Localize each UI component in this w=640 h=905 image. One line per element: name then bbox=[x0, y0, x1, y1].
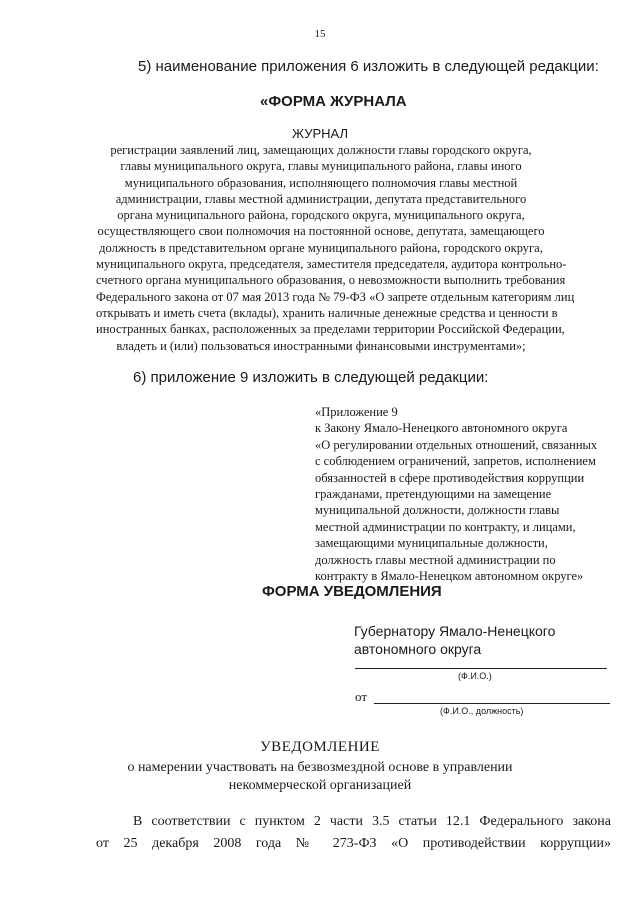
fio-position-underline bbox=[374, 703, 610, 704]
journal-line: главы муниципального округа, главы муниципального района, главы иного bbox=[120, 159, 522, 174]
item-6-text: 6) приложение 9 изложить в следующей редакции: bbox=[133, 369, 489, 386]
fio-caption: (Ф.И.О.) bbox=[458, 671, 492, 681]
appendix-line: должность главы местной администрации по bbox=[315, 552, 556, 567]
appendix-line: с соблюдением ограничений, запретов, исполнением bbox=[315, 454, 596, 469]
appendix-line: замещающими муниципальные должности, bbox=[315, 536, 548, 551]
journal-line: должность в представительном органе муниципального района, городского округа, bbox=[99, 240, 543, 255]
form-notice-title: ФОРМА УВЕДОМЛЕНИЯ bbox=[262, 583, 442, 600]
appendix-line: «Приложение 9 bbox=[315, 405, 398, 419]
journal-line: администрации, главы местной администрации, депутата представительного bbox=[115, 191, 527, 206]
notice-subtitle-line: о намерении участвовать на безвозмездной основе в управлении bbox=[127, 760, 513, 775]
appendix-line: обязанностей в сфере противодействия коррупции bbox=[315, 470, 585, 485]
journal-line: органа муниципального района, городского округа, муниципального округа, bbox=[117, 208, 525, 223]
addressee-line: автономного округа bbox=[354, 641, 482, 657]
from-label: от bbox=[355, 689, 368, 704]
appendix-header bbox=[315, 404, 615, 584]
paragraph-line: В соответствии с пунктом 2 части 3.5 статьи 12.1 Федерального закона bbox=[133, 814, 611, 829]
appendix-line: «О регулировании отдельных отношений, связанных bbox=[315, 437, 598, 452]
journal-line: муниципального образования, исполняющего полномочия главы местной bbox=[124, 175, 518, 190]
journal-line: Федерального закона от 07 мая 2013 года № 79-ФЗ «О запрете отдельным категориям лиц bbox=[96, 289, 575, 304]
journal-line: владеть и (или) пользоваться иностранными финансовыми инструментами»; bbox=[116, 338, 526, 353]
paragraph-line: от 25 декабря 2008 года № 273-ФЗ «О противодействии коррупции» bbox=[96, 836, 611, 851]
appendix-line: муниципальной должности, должности главы bbox=[315, 503, 560, 518]
appendix-line: контракту в Ямало-Ненецком автономном округе» bbox=[315, 569, 584, 584]
notice-subtitle bbox=[0, 759, 640, 795]
journal-line: открывать и иметь счета (вклады), хранить наличные денежные средства и ценности в bbox=[96, 305, 558, 320]
notice-heading: УВЕДОМЛЕНИЕ bbox=[260, 739, 380, 755]
journal-line: регистрации заявлений лиц, замещающих должности главы городского округа, bbox=[110, 143, 532, 157]
appendix-line: гражданами, претендующими на замещение bbox=[315, 487, 552, 502]
journal-line: иностранных банках, расположенных за пределами территории Российской Федерации, bbox=[96, 322, 565, 337]
journal-line: муниципального округа, председателя, заместителя председателя, аудитора контрольно- bbox=[96, 257, 567, 272]
journal-line: осуществляющего свои полномочия на постоянной основе, депутата, замещающего bbox=[97, 224, 545, 239]
appendix-line: местной администрации по контракту, и лицами, bbox=[315, 519, 576, 534]
fio-underline bbox=[355, 668, 607, 669]
addressee-block bbox=[354, 622, 555, 658]
form-journal-title: «ФОРМА ЖУРНАЛА bbox=[260, 93, 407, 110]
page-number: 15 bbox=[314, 28, 326, 40]
appendix-line: к Закону Ямало-Ненецкого автономного округа bbox=[315, 421, 568, 436]
body-paragraph bbox=[96, 811, 611, 855]
item-5-text: 5) наименование приложения 6 изложить в следующей редакции: bbox=[138, 58, 599, 75]
journal-line: счетного органа муниципального образования, о невозможности выполнить требования bbox=[96, 273, 566, 288]
journal-title: ЖУРНАЛ bbox=[291, 126, 349, 141]
addressee-line: Губернатору Ямало-Ненецкого bbox=[354, 623, 556, 639]
notice-subtitle-line: некоммерческой организацией bbox=[228, 778, 412, 793]
journal-description bbox=[96, 142, 575, 354]
fio-position-caption: (Ф.И.О., должность) bbox=[440, 706, 524, 716]
